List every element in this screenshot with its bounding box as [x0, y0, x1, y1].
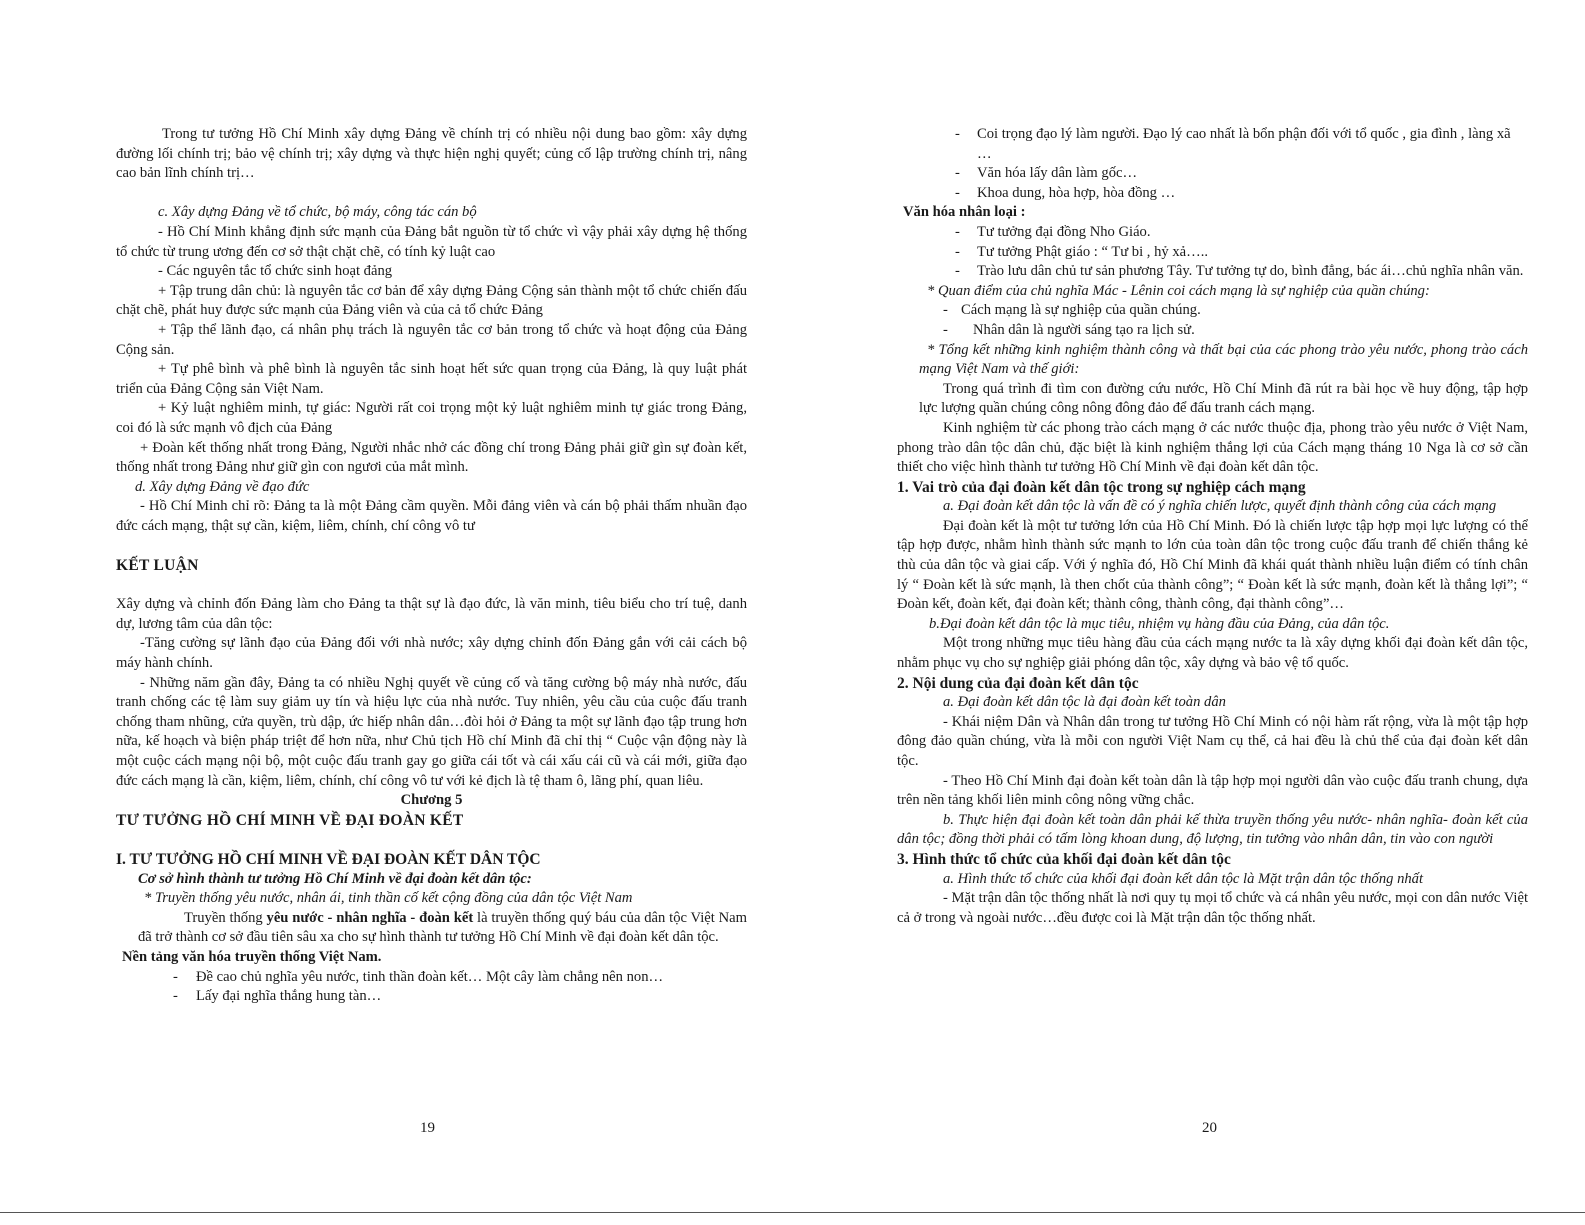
paragraph: + Tập thể lãnh đạo, cá nhân phụ trách là nguyên tắc cơ bản trong tổ chức và hoạt động của Đảng Cộng sản. — [116, 321, 747, 358]
section-heading-d: d. Xây dựng Đảng về đạo đức — [135, 478, 310, 495]
paragraph: Xây dựng và chỉnh đốn Đảng làm cho Đảng ta thật sự là đạo đức, là văn minh, tiêu biểu cho trí tuệ, danh dự, lương tâm của dân tộc: — [116, 596, 747, 632]
subsection-heading: * Quan điểm của chủ nghĩa Mác - Lênin coi cách mạng là sự nghiệp của quần chúng: — [927, 282, 1430, 299]
paragraph: -Tăng cường sự lãnh đạo của Đảng đối với nhà nước; xây dựng chỉnh đốn Đảng gắn với cải cách bộ máy hành chính. — [116, 635, 747, 672]
bottom-divider — [0, 1212, 1585, 1213]
list-item: - Coi trọng đạo lý làm người. Đạo lý cao nhất là bổn phận đối với tổ quốc , gia đình , làng xã … — [897, 125, 1528, 164]
list-item: - Tư tưởng đại đồng Nho Giáo. — [897, 223, 1528, 243]
paragraph: Kinh nghiệm từ các phong trào cách mạng ở các nước thuộc địa, phong trào yêu nước ở Việt Nam, phong trào dân tộc dân chủ, đặc biệt là kinh nghiệm thắng lợi của Cách mạng tháng 10 Nga là cơ sở cần thiết cho việc hình thành tư tưởng Hồ Chí Minh về đại đoàn kết dân tộc. — [897, 419, 1528, 476]
page-number: 20 — [1202, 1120, 1217, 1136]
paragraph: Truyền thống yêu nước - nhân nghĩa - đoàn kết là truyền thống quý báu của dân tộc Việt Nam đã trở thành cơ sở đầu tiên sâu xa cho sự hình thành tư tưởng Hồ Chí Minh về đại đoàn kết dân tộc. — [138, 909, 747, 946]
subsection-heading: b. Thực hiện đại đoàn kết toàn dân phải kế thừa truyền thống yêu nước- nhân nghĩa- đoàn kết của dân tộc; đồng thời phải có tấm lòng khoan dung, độ lượng, tin tưởng vào nhân dân, tin vào con người — [897, 811, 1528, 848]
list-item: - Trào lưu dân chủ tư sản phương Tây. Tư tưởng tự do, bình đẳng, bác ái…chủ nghĩa nhân văn. — [897, 262, 1528, 282]
subsection-heading: Cơ sở hình thành tư tưởng Hồ Chí Minh về đại đoàn kết dân tộc: — [138, 870, 532, 887]
paragraph: - Hồ Chí Minh chỉ rõ: Đảng ta là một Đảng cầm quyền. Mỗi đảng viên và cán bộ phải thấm nhuần đạo đức cách mạng, thật sự cần, kiệm, liêm, chính, chí công vô tư — [116, 498, 747, 534]
subsection-heading: a. Hình thức tổ chức của khối đại đoàn kết dân tộc là Mặt trận dân tộc thống nhất — [943, 870, 1424, 887]
chapter-title: TƯ TƯỞNG HỒ CHÍ MINH VỀ ĐẠI ĐOÀN KẾT — [116, 811, 464, 829]
section-title: 3. Hình thức tổ chức của khối đại đoàn kết dân tộc — [897, 850, 1231, 868]
list-item: - Cách mạng là sự nghiệp của quần chúng. — [897, 301, 1528, 321]
marx-list — [897, 301, 1528, 340]
right-page — [897, 125, 1528, 928]
paragraph: + Kỷ luật nghiêm minh, tự giác: Người rất coi trọng một kỷ luật nghiêm minh tự giác trong Đảng, coi đó là sức mạnh vô địch của Đảng — [116, 400, 747, 436]
paragraph: Trong tư tưởng Hồ Chí Minh xây dựng Đảng về chính trị có nhiều nội dung bao gồm: xây dựng đường lối chính trị; bảo vệ chính trị; xây dựng và thực hiện nghị quyết; củng cố lập trường chính trị, nâng cao bản lĩnh chính trị… — [116, 126, 747, 182]
list-item: - Khoa dung, hòa hợp, hòa đồng … — [897, 184, 1528, 204]
subsection-heading: a. Đại đoàn kết dân tộc là đại đoàn kết toàn dân — [943, 694, 1226, 711]
subsection-heading: Nền tảng văn hóa truyền thống Việt Nam. — [122, 948, 382, 965]
subsection-heading: Văn hóa nhân loại : — [903, 204, 1026, 221]
subsection-heading: a. Đại đoàn kết dân tộc là vấn đề có ý nghĩa chiến lược, quyết định thành công của cách mạng — [943, 498, 1497, 515]
paragraph: Một trong những mục tiêu hàng đầu của cách mạng nước ta là xây dựng khối đại đoàn kết dân tộc, nhằm phục vụ cho sự nghiệp giải phóng dân tộc, xây dựng và bảo vệ tổ quốc. — [897, 635, 1528, 672]
list-item: - Đề cao chủ nghĩa yêu nước, tinh thần đoàn kết… Một cây làm chẳng nên non… — [116, 968, 747, 988]
list-item: - Lấy đại nghĩa thắng hung tàn… — [116, 987, 747, 1007]
paragraph: - Hồ Chí Minh khẳng định sức mạnh của Đảng bắt nguồn từ tổ chức vì vậy phải xây dựng hệ thống tổ chức từ trung ương đến cơ sở thật chặt chẽ, có tính kỷ luật cao — [116, 223, 747, 260]
paragraph: + Tự phê bình và phê bình là nguyên tắc sinh hoạt hết sức quan trọng của Đảng, là quy luật phát triển của Đảng Cộng sản Việt Nam. — [116, 361, 747, 397]
chapter-label: Chương 5 — [400, 792, 463, 809]
conclusion-title: KẾT LUẬN — [116, 557, 199, 575]
paragraph: - Những năm gần đây, Đảng ta có nhiều Nghị quyết về củng cố và tăng cường bộ máy nhà nước, đấu tranh chống các tệ làm suy giảm uy tín và hiệu lực của nhà nước. Tuy nhiên, yêu cầu của cuộc đấu tranh chống tham nhũng, cửa quyền, trù dập, ức hiếp nhân dân…đòi hỏi ở Đảng ta một sự lãnh đạo tập trung hơn nữa, kế hoạch và biện pháp triệt để hơn nữa, như Chủ tịch Hồ chí Minh đã chỉ thị “ Cuộc vận động này là một cuộc cách mạng nội bộ, một cuộc đấu tranh gay go giữa cái tốt và cái xấu cái cũ và cái mới, giữa đạo đức cách mạng là cần, kiệm, liêm, chính, chí công vô tư với kẻ địch là tệ tham ô, lãng phí, quan liêu. — [116, 674, 747, 789]
paragraph: - Theo Hồ Chí Minh đại đoàn kết toàn dân là tập hợp mọi người dân vào cuộc đấu tranh chung, dựa trên nền tảng khối liên minh công nông vững chắc. — [897, 772, 1528, 809]
human-culture-list — [897, 223, 1528, 282]
list-item: - Tư tưởng Phật giáo : “ Tư bi , hỷ xả….. — [897, 243, 1528, 263]
left-page — [116, 125, 747, 1007]
subsection-heading: * Truyền thống yêu nước, nhân ái, tinh thần cố kết cộng đồng của dân tộc Việt Nam — [144, 890, 633, 907]
culture-list-continued — [897, 125, 1528, 203]
section-heading-c: c. Xây dựng Đảng về tổ chức, bộ máy, công tác cán bộ — [158, 204, 477, 221]
paragraph: Trong quá trình đi tìm con đường cứu nước, Hồ Chí Minh đã rút ra bài học về huy động, tập hợp lực lượng quần chúng công nông đông đảo để đấu tranh cách mạng. — [919, 380, 1528, 417]
list-item: - Nhân dân là người sáng tạo ra lịch sử. — [897, 321, 1528, 341]
paragraph: + Đoàn kết thống nhất trong Đảng, Người nhắc nhở các đồng chí trong Đảng phải giữ gìn sự đoàn kết, thống nhất trong Đảng như giữ gìn con ngươi của mắt mình. — [116, 439, 747, 476]
list-item: - Văn hóa lấy dân làm gốc… — [897, 164, 1528, 184]
section-title: 2. Nội dung của đại đoàn kết dân tộc — [897, 674, 1139, 692]
paragraph: Đại đoàn kết là một tư tưởng lớn của Hồ Chí Minh. Đó là chiến lược tập hợp mọi lực lượng có thể tập hợp được, nhằm hình thành sức mạnh to lớn của toàn dân tộc trong cuộc đấu tranh để chiến thắng kẻ thù của dân tộc và giai cấp. Với ý nghĩa đó, Hồ Chí Minh đã khái quát thành nhiều luận điểm có tính chân lý “ Đoàn kết là sức mạnh, là then chốt của thành công”; “ Đoàn kết là sức mạnh, đoàn kết là thắng lợi”; “ Đoàn kết, đoàn kết, đại đoàn kết; thành công, thành công, đại thành công”… — [897, 517, 1528, 613]
paragraph: + Tập trung dân chủ: là nguyên tắc cơ bản để xây dựng Đảng Cộng sản thành một tổ chức chiến đấu chặt chẽ, phát huy được sức mạnh của Đảng viên và của cả tổ chức Đảng — [116, 282, 747, 319]
page-number: 19 — [420, 1120, 435, 1136]
section-title: 1. Vai trò của đại đoàn kết dân tộc trong sự nghiệp cách mạng — [897, 478, 1306, 496]
paragraph: - Khái niệm Dân và Nhân dân trong tư tưởng Hồ Chí Minh có nội hàm rất rộng, vừa là một tập hợp đông đảo quần chúng, vừa là mỗi con người Việt Nam cụ thể, cả hai đều là chủ thể của đại đoàn kết dân tộc. — [897, 713, 1528, 769]
section-title: I. TƯ TƯỞNG HỒ CHÍ MINH VỀ ĐẠI ĐOÀN KẾT DÂN TỘC — [116, 850, 541, 868]
paragraph: - Mặt trận dân tộc thống nhất là nơi quy tụ mọi tổ chức và cá nhân yêu nước, mọi con dân nước Việt cả ở trong và ngoài nước…đều được coi là Mặt trận dân tộc thống nhất. — [897, 890, 1528, 926]
paragraph: - Các nguyên tắc tổ chức sinh hoạt đảng — [158, 263, 393, 280]
subsection-heading: b.Đại đoàn kết dân tộc là mục tiêu, nhiệm vụ hàng đầu của Đảng, của dân tộc. — [929, 615, 1390, 632]
culture-list — [116, 968, 747, 1007]
subsection-heading: * Tổng kết những kinh nghiệm thành công và thất bại của các phong trào yêu nước, phong trào cách mạng Việt Nam và thế giới: — [919, 341, 1528, 378]
